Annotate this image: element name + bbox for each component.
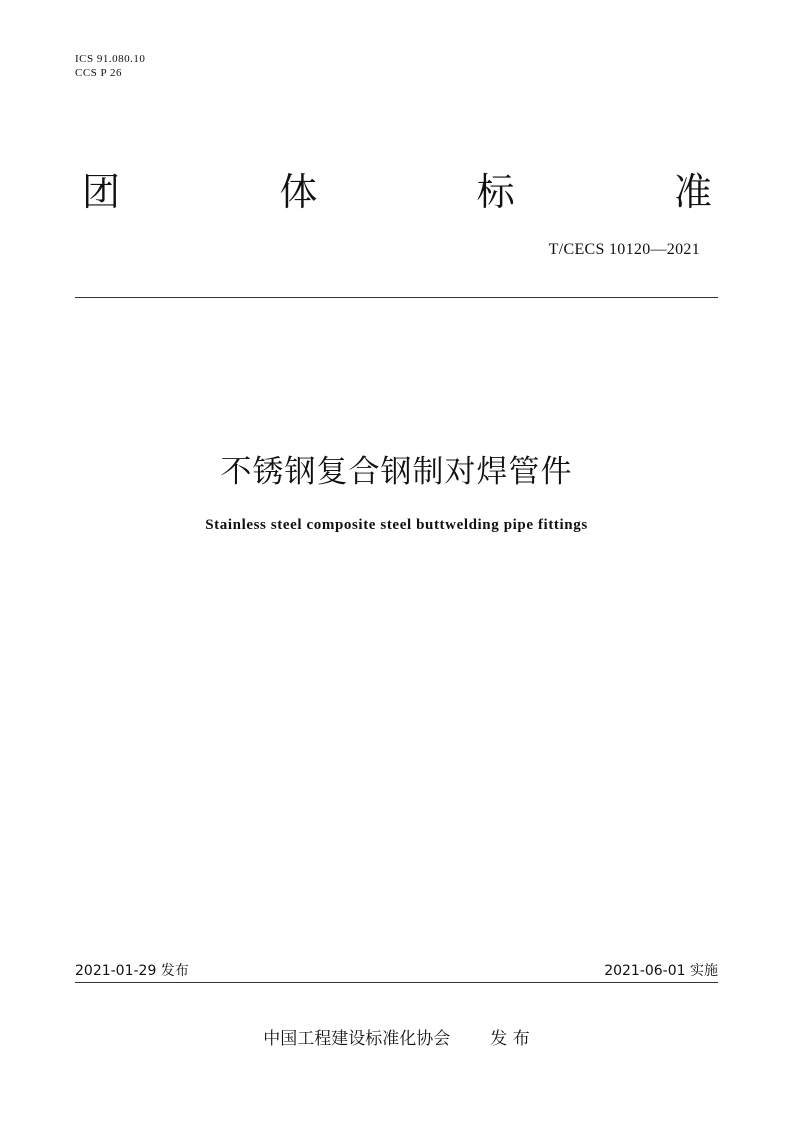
issue-date: 2021-01-29 发布 <box>75 963 189 979</box>
top-divider <box>75 297 718 298</box>
standard-type-char: 准 <box>673 169 712 214</box>
standard-type-char: 团 <box>82 169 121 214</box>
publisher-name: 中国工程建设标准化协会 <box>263 1029 451 1049</box>
ics-code: ICS 91.080.10 <box>75 53 146 65</box>
title-chinese: 不锈钢复合钢制对焊管件 <box>220 454 573 490</box>
publisher-line <box>0 1024 793 1049</box>
bottom-divider <box>75 982 718 983</box>
standard-number: T/CECS 10120—2021 <box>548 241 700 258</box>
title-english: Stainless steel composite steel buttwelding pipe fittings <box>205 517 588 533</box>
implementation-date: 2021-06-01 实施 <box>604 963 718 979</box>
standard-type-heading <box>82 163 712 213</box>
standard-type-char: 标 <box>476 169 515 214</box>
ccs-code: CCS P 26 <box>75 67 123 79</box>
classification-codes <box>75 52 145 80</box>
standard-type-char: 体 <box>279 169 318 214</box>
publish-action: 发 布 <box>490 1029 530 1049</box>
